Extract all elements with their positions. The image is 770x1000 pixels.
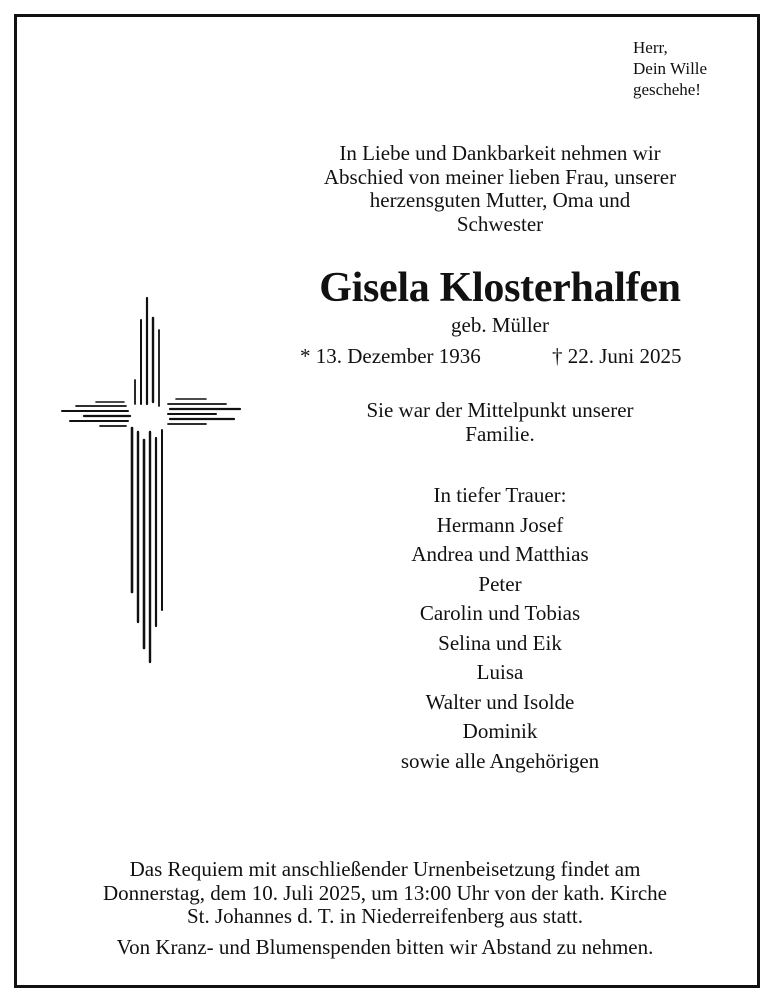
service-line: Donnerstag, dem 10. Juli 2025, um 13:00 Uhr von der kath. Kirche [103, 880, 667, 905]
mourner-name: Andrea und Matthias [411, 542, 589, 566]
tribute-text [255, 398, 745, 446]
intro-line: Schwester [456, 211, 544, 236]
service-line: St. Johannes d. T. in Niederreifenberg aus statt. [187, 904, 583, 928]
deceased-name: Gisela Klosterhalfen [319, 265, 681, 311]
funeral-service-info [30, 858, 740, 929]
donation-request: Von Kranz- und Blumenspenden bitten wir Abstand zu nehmen. [116, 935, 654, 959]
mourner-name: Carolin und Tobias [419, 601, 581, 625]
mourning-heading: In tiefer Trauer: [433, 483, 567, 507]
mourners-list [255, 481, 745, 776]
mourner-name: Peter [478, 571, 522, 596]
tribute-line: Sie war der Mittelpunkt unserer [366, 398, 634, 422]
intro-line: Abschied von meiner lieben Frau, unserer [323, 164, 677, 189]
birth-date: * 13. Dezember 1936 [300, 344, 481, 368]
death-date: † 22. Juni 2025 [552, 344, 682, 368]
mourner-name: Walter und Isolde [425, 689, 575, 714]
intro-line: In Liebe und Dankbarkeit nehmen wir [339, 141, 661, 165]
motto-line: geschehe! [633, 80, 701, 99]
intro-text [255, 142, 745, 236]
birth-name: geb. Müller [451, 313, 549, 337]
intro-line: herzensguten Mutter, Oma und [369, 188, 631, 212]
mourner-name: Selina und Eik [438, 630, 562, 655]
motto-line: Herr, [633, 38, 668, 57]
mourner-name: Dominik [462, 719, 538, 743]
mourner-name: Luisa [476, 660, 524, 684]
motto-line: Dein Wille [633, 59, 708, 78]
tribute-line: Familie. [465, 422, 535, 446]
service-line: Das Requiem mit anschließender Urnenbeisetzung findet am [129, 857, 641, 881]
motto [633, 37, 733, 100]
cross-icon [56, 292, 246, 667]
mourner-name: Hermann Josef [436, 512, 564, 537]
mourner-name: sowie alle Angehörigen [400, 748, 600, 773]
